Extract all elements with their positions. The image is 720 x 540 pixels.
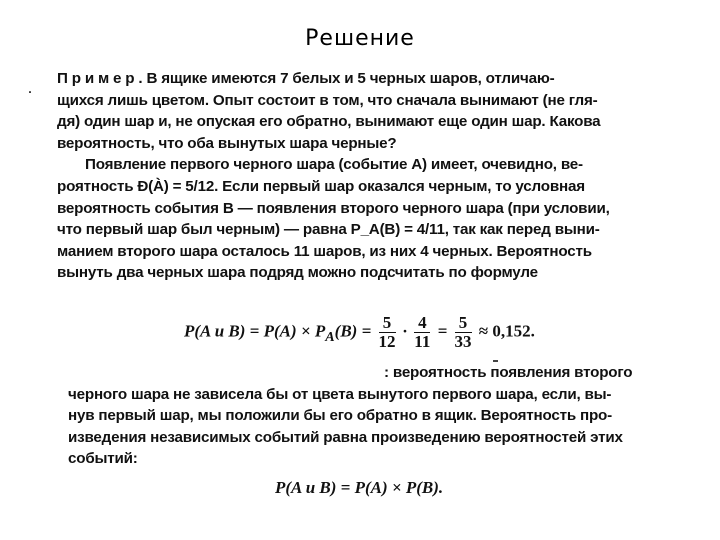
fraction-numerator: 5 xyxy=(379,314,396,333)
fraction-denominator: 11 xyxy=(414,332,431,351)
fraction-denominator: 12 xyxy=(378,332,396,351)
text-line: роятность Ð(À) = 5/12. Если первый шар оказался черным, то условная xyxy=(57,177,585,195)
text-line: дя) один шар и, не опуская его обратно, вынимают еще один шар. Какова xyxy=(57,113,601,131)
fraction-numerator: 5 xyxy=(455,314,472,333)
fraction-1 xyxy=(379,314,396,351)
bullet-marker: . xyxy=(28,80,32,97)
example-text-block xyxy=(57,68,665,284)
independent-events-formula: P(A и B) = P(A) × P(B). xyxy=(275,478,444,497)
fraction-3 xyxy=(455,314,472,351)
text-line: черного шара не зависела бы от цвета вынутого первого шара, если, вы- xyxy=(68,385,612,403)
continuation-text-block xyxy=(68,362,670,470)
text-line: П р и м е р . В ящике имеются 7 белых и 5 черных шаров, отличаю- xyxy=(57,70,555,87)
text-line: вероятность, что оба вынутых шара черные? xyxy=(57,134,397,152)
text-line: изведения независимых событий равна произведению вероятностей этих xyxy=(68,428,623,446)
text-line: манием второго шара осталось 11 шаров, из них 4 черных. Вероятность xyxy=(57,242,592,260)
text-line: Появление первого черного шара (событие A) имеет, очевидно, ве- xyxy=(85,156,583,174)
fraction-denominator: 33 xyxy=(454,332,472,351)
dot-operator: · xyxy=(402,321,408,341)
equals-sign: = xyxy=(437,321,448,341)
text-line: : вероятность появления второго xyxy=(384,364,633,381)
product-formula xyxy=(184,314,535,351)
text-line: вероятность события B — появления второго черного шара (при условии, xyxy=(57,199,610,217)
text-line: щихся лишь цветом. Опыт состоит в том, что сначала вынимают (не гля- xyxy=(57,91,598,109)
text-line: событий: xyxy=(68,450,138,468)
approx-result: ≈ 0,152. xyxy=(478,321,535,341)
text-line: нув первый шар, мы положили бы его обратно в ящик. Вероятность про- xyxy=(68,407,612,425)
text-line: вынуть два черных шара подряд можно подсчитать по формуле xyxy=(57,264,538,282)
text-line: что первый шар был черным) — равна P_A(B) = 4/11, так как перед выни- xyxy=(57,221,600,239)
fraction-2 xyxy=(414,314,430,351)
slide-title: Решение xyxy=(305,26,415,51)
fraction-numerator: 4 xyxy=(414,314,430,333)
formula-left: P(A и B) = P(A) × P xyxy=(184,321,326,341)
formula-subscript: A xyxy=(325,328,335,345)
formula-mid: (B) = xyxy=(334,321,372,341)
